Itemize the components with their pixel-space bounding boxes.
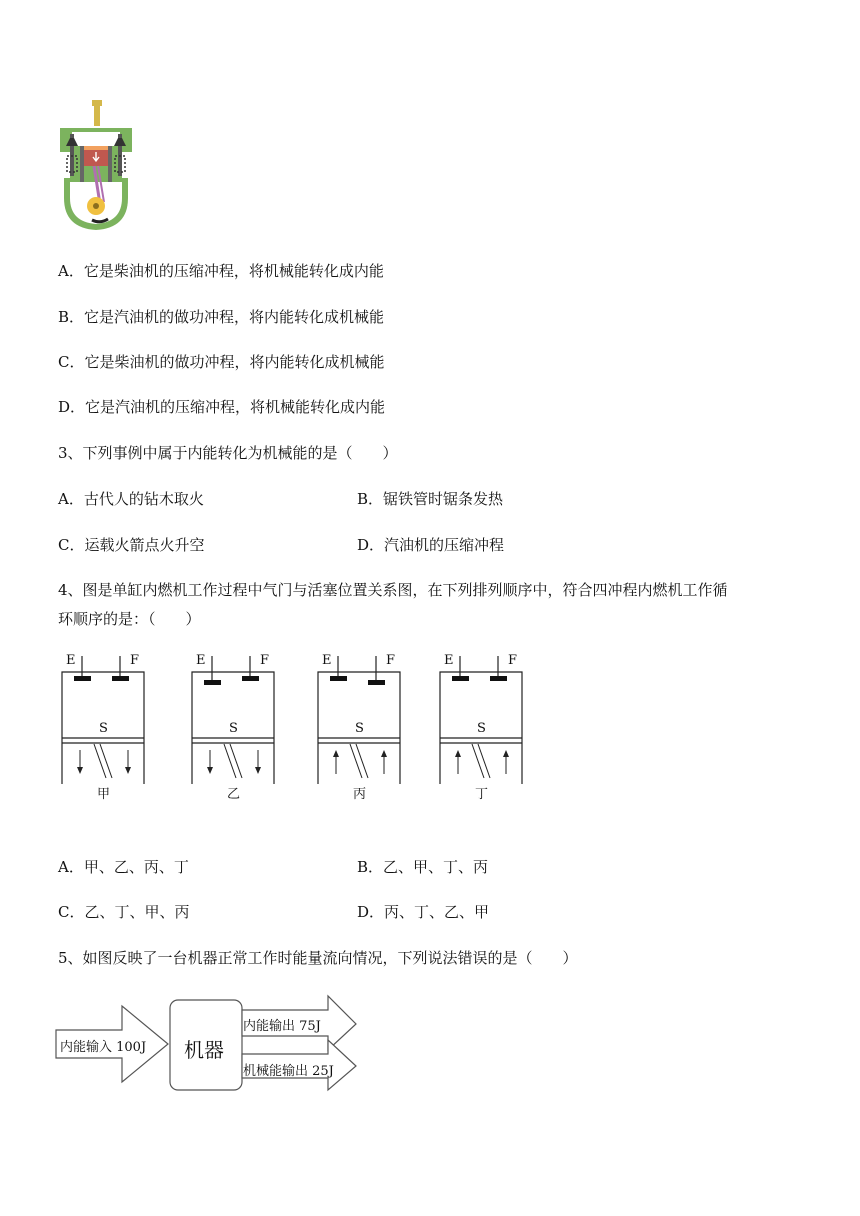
q5-energy-flow-diagram bbox=[50, 990, 380, 1100]
piston-arrow-left-head bbox=[455, 750, 461, 757]
valve-label-f: F bbox=[260, 653, 270, 668]
valve-label-f: F bbox=[508, 653, 518, 668]
cylinder-1 bbox=[60, 640, 170, 800]
valve-label-f: F bbox=[386, 653, 396, 668]
valve-e-head bbox=[74, 676, 91, 681]
q5-stem: 5、如图反映了一台机器正常工作时能量流向情况，下列说法错误的是（ ） bbox=[58, 949, 578, 967]
valve-f-head bbox=[490, 676, 507, 681]
engine-stroke-illustration bbox=[56, 98, 136, 234]
rod-1 bbox=[472, 744, 484, 778]
piston-label-s: S bbox=[355, 721, 364, 736]
valve-label-e: E bbox=[196, 653, 206, 668]
rod-1 bbox=[224, 744, 236, 778]
piston-arrow-left-head bbox=[333, 750, 339, 757]
q4-option-c: C．乙、丁、甲、丙 bbox=[58, 903, 190, 921]
q4-option-d: D．丙、丁、乙、甲 bbox=[357, 903, 490, 921]
output2-label: 机械能输出 25J bbox=[243, 1064, 334, 1079]
q2-option-a: A．它是柴油机的压缩冲程，将机械能转化成内能 bbox=[58, 262, 384, 280]
cylinder-3 bbox=[316, 640, 426, 800]
q3-option-c: C．运载火箭点火升空 bbox=[58, 536, 205, 554]
q2-option-d: D．它是汽油机的压缩冲程，将机械能转化成内能 bbox=[58, 398, 386, 416]
valve-f-head bbox=[112, 676, 129, 681]
cylinder-name: 乙 bbox=[227, 787, 241, 802]
q4-cylinder-figure bbox=[40, 640, 560, 810]
piston-arrow-right-head bbox=[125, 767, 131, 774]
rod-2 bbox=[230, 744, 242, 778]
q4-stem-line1: 4、图是单缸内燃机工作过程中气门与活塞位置关系图，在下列排列顺序中，符合四冲程内燃机工作循 bbox=[58, 581, 728, 599]
cylinder-name: 甲 bbox=[97, 787, 111, 802]
valve-label-e: E bbox=[322, 653, 332, 668]
q2-option-b: B．它是汽油机的做功冲程，将内能转化成机械能 bbox=[58, 308, 385, 326]
piston-label-s: S bbox=[477, 721, 486, 736]
cylinder-name: 丁 bbox=[475, 787, 489, 802]
valve-e-head bbox=[452, 676, 469, 681]
valve-label-f: F bbox=[130, 653, 140, 668]
rod-2 bbox=[478, 744, 490, 778]
valve-f-head bbox=[242, 676, 259, 681]
q3-option-b: B．锯铁管时锯条发热 bbox=[357, 490, 504, 508]
input-label: 内能输入 100J bbox=[60, 1040, 147, 1055]
cylinder-4 bbox=[438, 640, 548, 800]
piston-label-s: S bbox=[229, 721, 238, 736]
machine-label: 机器 bbox=[184, 1038, 224, 1062]
q3-option-a: A．古代人的钻木取火 bbox=[58, 490, 204, 508]
valve-e-head bbox=[330, 676, 347, 681]
q4-stem-line2: 环顺序的是：（ ） bbox=[58, 610, 201, 628]
piston-label-s: S bbox=[99, 721, 108, 736]
q3-stem: 3、下列事例中属于内能转化为机械能的是（ ） bbox=[58, 444, 398, 462]
q2-option-c: C．它是柴油机的做功冲程，将内能转化成机械能 bbox=[58, 353, 385, 371]
valve-label-e: E bbox=[66, 653, 76, 668]
piston-arrow-left-head bbox=[207, 767, 213, 774]
rod-1 bbox=[350, 744, 362, 778]
rod-2 bbox=[356, 744, 368, 778]
q3-option-d: D．汽油机的压缩冲程 bbox=[357, 536, 505, 554]
q4-option-a: A．甲、乙、丙、丁 bbox=[58, 858, 189, 876]
rod-1 bbox=[94, 744, 106, 778]
piston-arrow-right-head bbox=[503, 750, 509, 757]
piston-arrow-right-head bbox=[255, 767, 261, 774]
cylinder-name: 丙 bbox=[353, 787, 367, 802]
q4-option-b: B．乙、甲、丁、丙 bbox=[357, 858, 489, 876]
output1-label: 内能输出 75J bbox=[243, 1019, 321, 1034]
cylinder-2 bbox=[190, 640, 300, 800]
valve-e-head bbox=[204, 680, 221, 685]
piston-arrow-left-head bbox=[77, 767, 83, 774]
valve-f-head bbox=[368, 680, 385, 685]
rod-2 bbox=[100, 744, 112, 778]
valve-label-e: E bbox=[444, 653, 454, 668]
piston-arrow-right-head bbox=[381, 750, 387, 757]
